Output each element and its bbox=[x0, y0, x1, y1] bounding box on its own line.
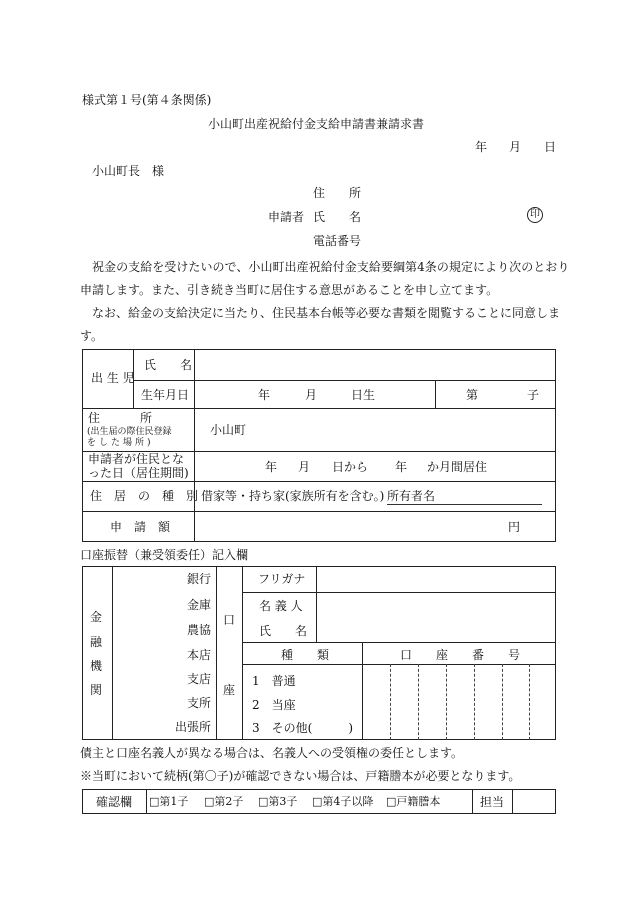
bank-kan: 関 bbox=[90, 683, 103, 697]
address-value[interactable]: 小山町 bbox=[210, 423, 247, 437]
bank-type-noukyou[interactable]: 農協 bbox=[187, 623, 212, 637]
date-day: 日 bbox=[544, 140, 557, 154]
birthdate-label: 生年月日 bbox=[141, 388, 190, 402]
applicant-address-label: 住 所 bbox=[313, 186, 362, 200]
birth-child-label: 出 生 児 bbox=[91, 371, 135, 385]
amount-label: 申 請 額 bbox=[110, 520, 171, 534]
owner-label: 所有者名 bbox=[387, 489, 436, 503]
account-kind-futsuu[interactable]: 1 普通 bbox=[252, 674, 296, 688]
resident-label-2: った日（居住期間) bbox=[88, 466, 189, 480]
holder-label: 名 義 人 bbox=[259, 599, 303, 613]
body-line-3: なお、給金の支給決定に当たり、住民基本台帳等必要な書類を閲覧することに同意しま bbox=[92, 306, 561, 320]
note-2: ※当町において続柄(第〇子)が確認できない場合は、戸籍謄本が必要となります。 bbox=[80, 769, 521, 783]
addressee: 小山町長 様 bbox=[92, 164, 165, 178]
resident-period: か月間居住 bbox=[427, 460, 488, 474]
holder-name-label: 氏 名 bbox=[259, 624, 308, 638]
birth-order-suffix: 子 bbox=[527, 388, 540, 402]
form-number: 様式第１号(第４条関係) bbox=[82, 93, 212, 107]
body-line-4: す。 bbox=[80, 329, 104, 343]
confirm-option-1[interactable]: □第1子 bbox=[149, 795, 189, 808]
applicant-name-label: 氏 名 bbox=[313, 210, 362, 224]
confirm-option-4[interactable]: □第4子以降 bbox=[312, 795, 374, 808]
confirm-label: 確認欄 bbox=[96, 795, 133, 809]
account-kind-other[interactable]: 3 その他( ) bbox=[252, 721, 353, 735]
bank-kin: 金 bbox=[90, 610, 103, 624]
date-month: 月 bbox=[509, 140, 522, 154]
address-note-2: をした場所) bbox=[87, 438, 154, 448]
staff-field[interactable] bbox=[514, 791, 554, 812]
account-kind-touza[interactable]: 2 当座 bbox=[252, 698, 296, 712]
branch-type-shiten[interactable]: 支店 bbox=[187, 672, 212, 686]
housing-value[interactable]: 借家等・持ち家(家族所有を含む。) bbox=[201, 489, 385, 503]
resident-year: 年 bbox=[265, 460, 278, 474]
birthdate-month: 月 bbox=[305, 388, 318, 402]
amount-unit: 円 bbox=[508, 520, 521, 534]
applicant-label: 申請者 bbox=[268, 210, 305, 224]
amount-field[interactable] bbox=[196, 513, 496, 540]
furigana-field[interactable] bbox=[318, 568, 554, 591]
resident-label-1: 申請者が住民とな bbox=[88, 452, 185, 466]
confirm-option-3[interactable]: □第3子 bbox=[258, 795, 298, 808]
account-kind-header: 種 類 bbox=[281, 648, 330, 662]
address-label: 住 所 bbox=[88, 411, 154, 425]
confirm-option-2[interactable]: □第2子 bbox=[204, 795, 244, 808]
note-1: 債主と口座名義人が異なる場合は、名義人への受領権の委任とします。 bbox=[80, 746, 464, 760]
branch-type-shisho[interactable]: 支所 bbox=[187, 696, 212, 710]
form-title: 小山町出産祝給付金支給申請書兼請求書 bbox=[208, 117, 425, 131]
child-name-field[interactable] bbox=[196, 351, 554, 379]
address-note-1: (出生届の際住民登録 bbox=[87, 427, 172, 437]
confirm-option-5[interactable]: □戸籍謄本 bbox=[386, 795, 441, 808]
seal-mark: 印 bbox=[527, 207, 543, 223]
bank-type-ginkou[interactable]: 銀行 bbox=[187, 572, 212, 586]
holder-name-field[interactable] bbox=[318, 594, 554, 641]
bank-ki: 機 bbox=[90, 659, 103, 673]
housing-label: 住 居 の 種 別 bbox=[90, 489, 199, 503]
furigana-label: フリガナ bbox=[258, 572, 306, 586]
birth-order-prefix: 第 bbox=[466, 388, 479, 402]
resident-year2: 年 bbox=[395, 460, 408, 474]
birthdate-year: 年 bbox=[258, 388, 271, 402]
account-number-header: 口 座 番 号 bbox=[400, 648, 521, 662]
bank-section-title: 口座振替（兼受領委任）記入欄 bbox=[80, 548, 249, 562]
staff-label: 担当 bbox=[480, 795, 505, 809]
date-year: 年 bbox=[475, 140, 488, 154]
account-kuchi: 口 bbox=[223, 613, 236, 627]
body-line-1: 祝金の支給を受けたいので、小山町出産祝給付金支給要綱第4条の規定により次のとおり bbox=[92, 260, 570, 274]
body-line-2: 申請します。また、引き続き当町に居住する意思があることを申し立てます。 bbox=[80, 283, 499, 297]
branch-type-shucchoujo[interactable]: 出張所 bbox=[175, 720, 212, 734]
bank-type-kinko[interactable]: 金庫 bbox=[187, 598, 212, 612]
bank-yu: 融 bbox=[90, 635, 103, 649]
branch-type-honten[interactable]: 本店 bbox=[187, 648, 212, 662]
applicant-phone-label: 電話番号 bbox=[313, 234, 362, 248]
resident-month: 月 bbox=[298, 460, 311, 474]
birthdate-day: 日生 bbox=[351, 388, 376, 402]
account-za: 座 bbox=[223, 683, 236, 697]
child-name-label: 氏 名 bbox=[144, 358, 193, 372]
resident-from: 日から bbox=[332, 460, 369, 474]
